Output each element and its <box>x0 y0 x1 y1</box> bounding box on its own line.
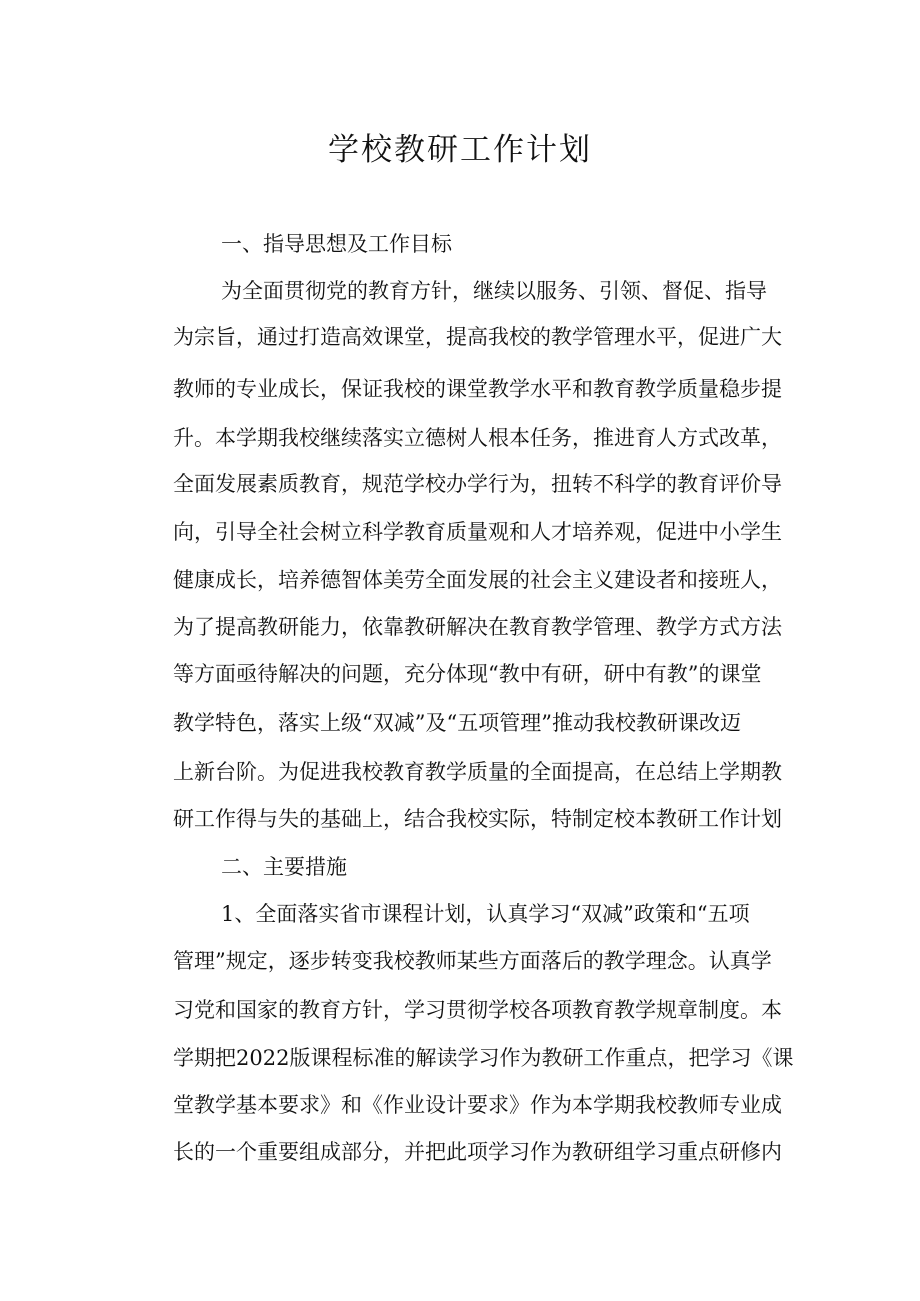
paragraph-line: 升。本学期我校继续落实立德树人根本任务，推进育人方式改革， <box>173 426 782 450</box>
paragraph-line: 为全面贯彻党的教育方针，继续以服务、引领、督促、指导 <box>221 279 767 303</box>
section-heading-2: 二、主要措施 <box>221 855 347 879</box>
paragraph-line: 研工作得与失的基础上，结合我校实际，特制定校本教研工作计划 <box>173 807 782 831</box>
paragraph-line: 健康成长，培养德智体美劳全面发展的社会主义建设者和接班人， <box>173 568 782 592</box>
paragraph-line: 教学特色，落实上级“双减”及“五项管理”推动我校教研课改迈 <box>173 711 741 735</box>
paragraph-line: 向，引导全社会树立科学教育质量观和人才培养观，促进中小学生 <box>173 520 782 544</box>
paragraph-line: 习党和国家的教育方针，学习贯彻学校各项教育教学规章制度。本 <box>173 998 782 1022</box>
paragraph-line: 为了提高教研能力，依靠教研解决在教育教学管理、教学方式方法 <box>173 615 782 639</box>
paragraph-line: 堂教学基本要求》和《作业设计要求》作为本学期我校教师专业成 <box>173 1093 782 1117</box>
paragraph-line: 上新台阶。为促进我校教育教学质量的全面提高，在总结上学期教 <box>173 760 782 784</box>
paragraph-line: 长的一个重要组成部分，并把此项学习作为教研组学习重点研修内 <box>173 1140 782 1164</box>
paragraph-line: 全面发展素质教育，规范学校办学行为，扭转不科学的教育评价导 <box>173 472 782 496</box>
paragraph-line: 管理”规定，逐步转变我校教师某些方面落后的教学理念。认真学 <box>173 949 772 973</box>
paragraph-line: 等方面亟待解决的问题，充分体现“教中有研，研中有教”的课堂 <box>173 662 762 686</box>
paragraph-line: 学期把2022版课程标准的解读学习作为教研工作重点，把学习《课 <box>173 1046 794 1070</box>
paragraph-line: 为宗旨，通过打造高效课堂，提高我校的教学管理水平，促进广大 <box>173 325 782 349</box>
document-title: 学校教研工作计划 <box>328 132 592 168</box>
paragraph-line: 教师的专业成长，保证我校的课堂教学水平和教育教学质量稳步提 <box>173 377 782 401</box>
paragraph-line: 1、全面落实省市课程计划，认真学习“双减”政策和“五项 <box>221 902 750 926</box>
section-heading-1: 一、指导思想及工作目标 <box>221 232 452 256</box>
